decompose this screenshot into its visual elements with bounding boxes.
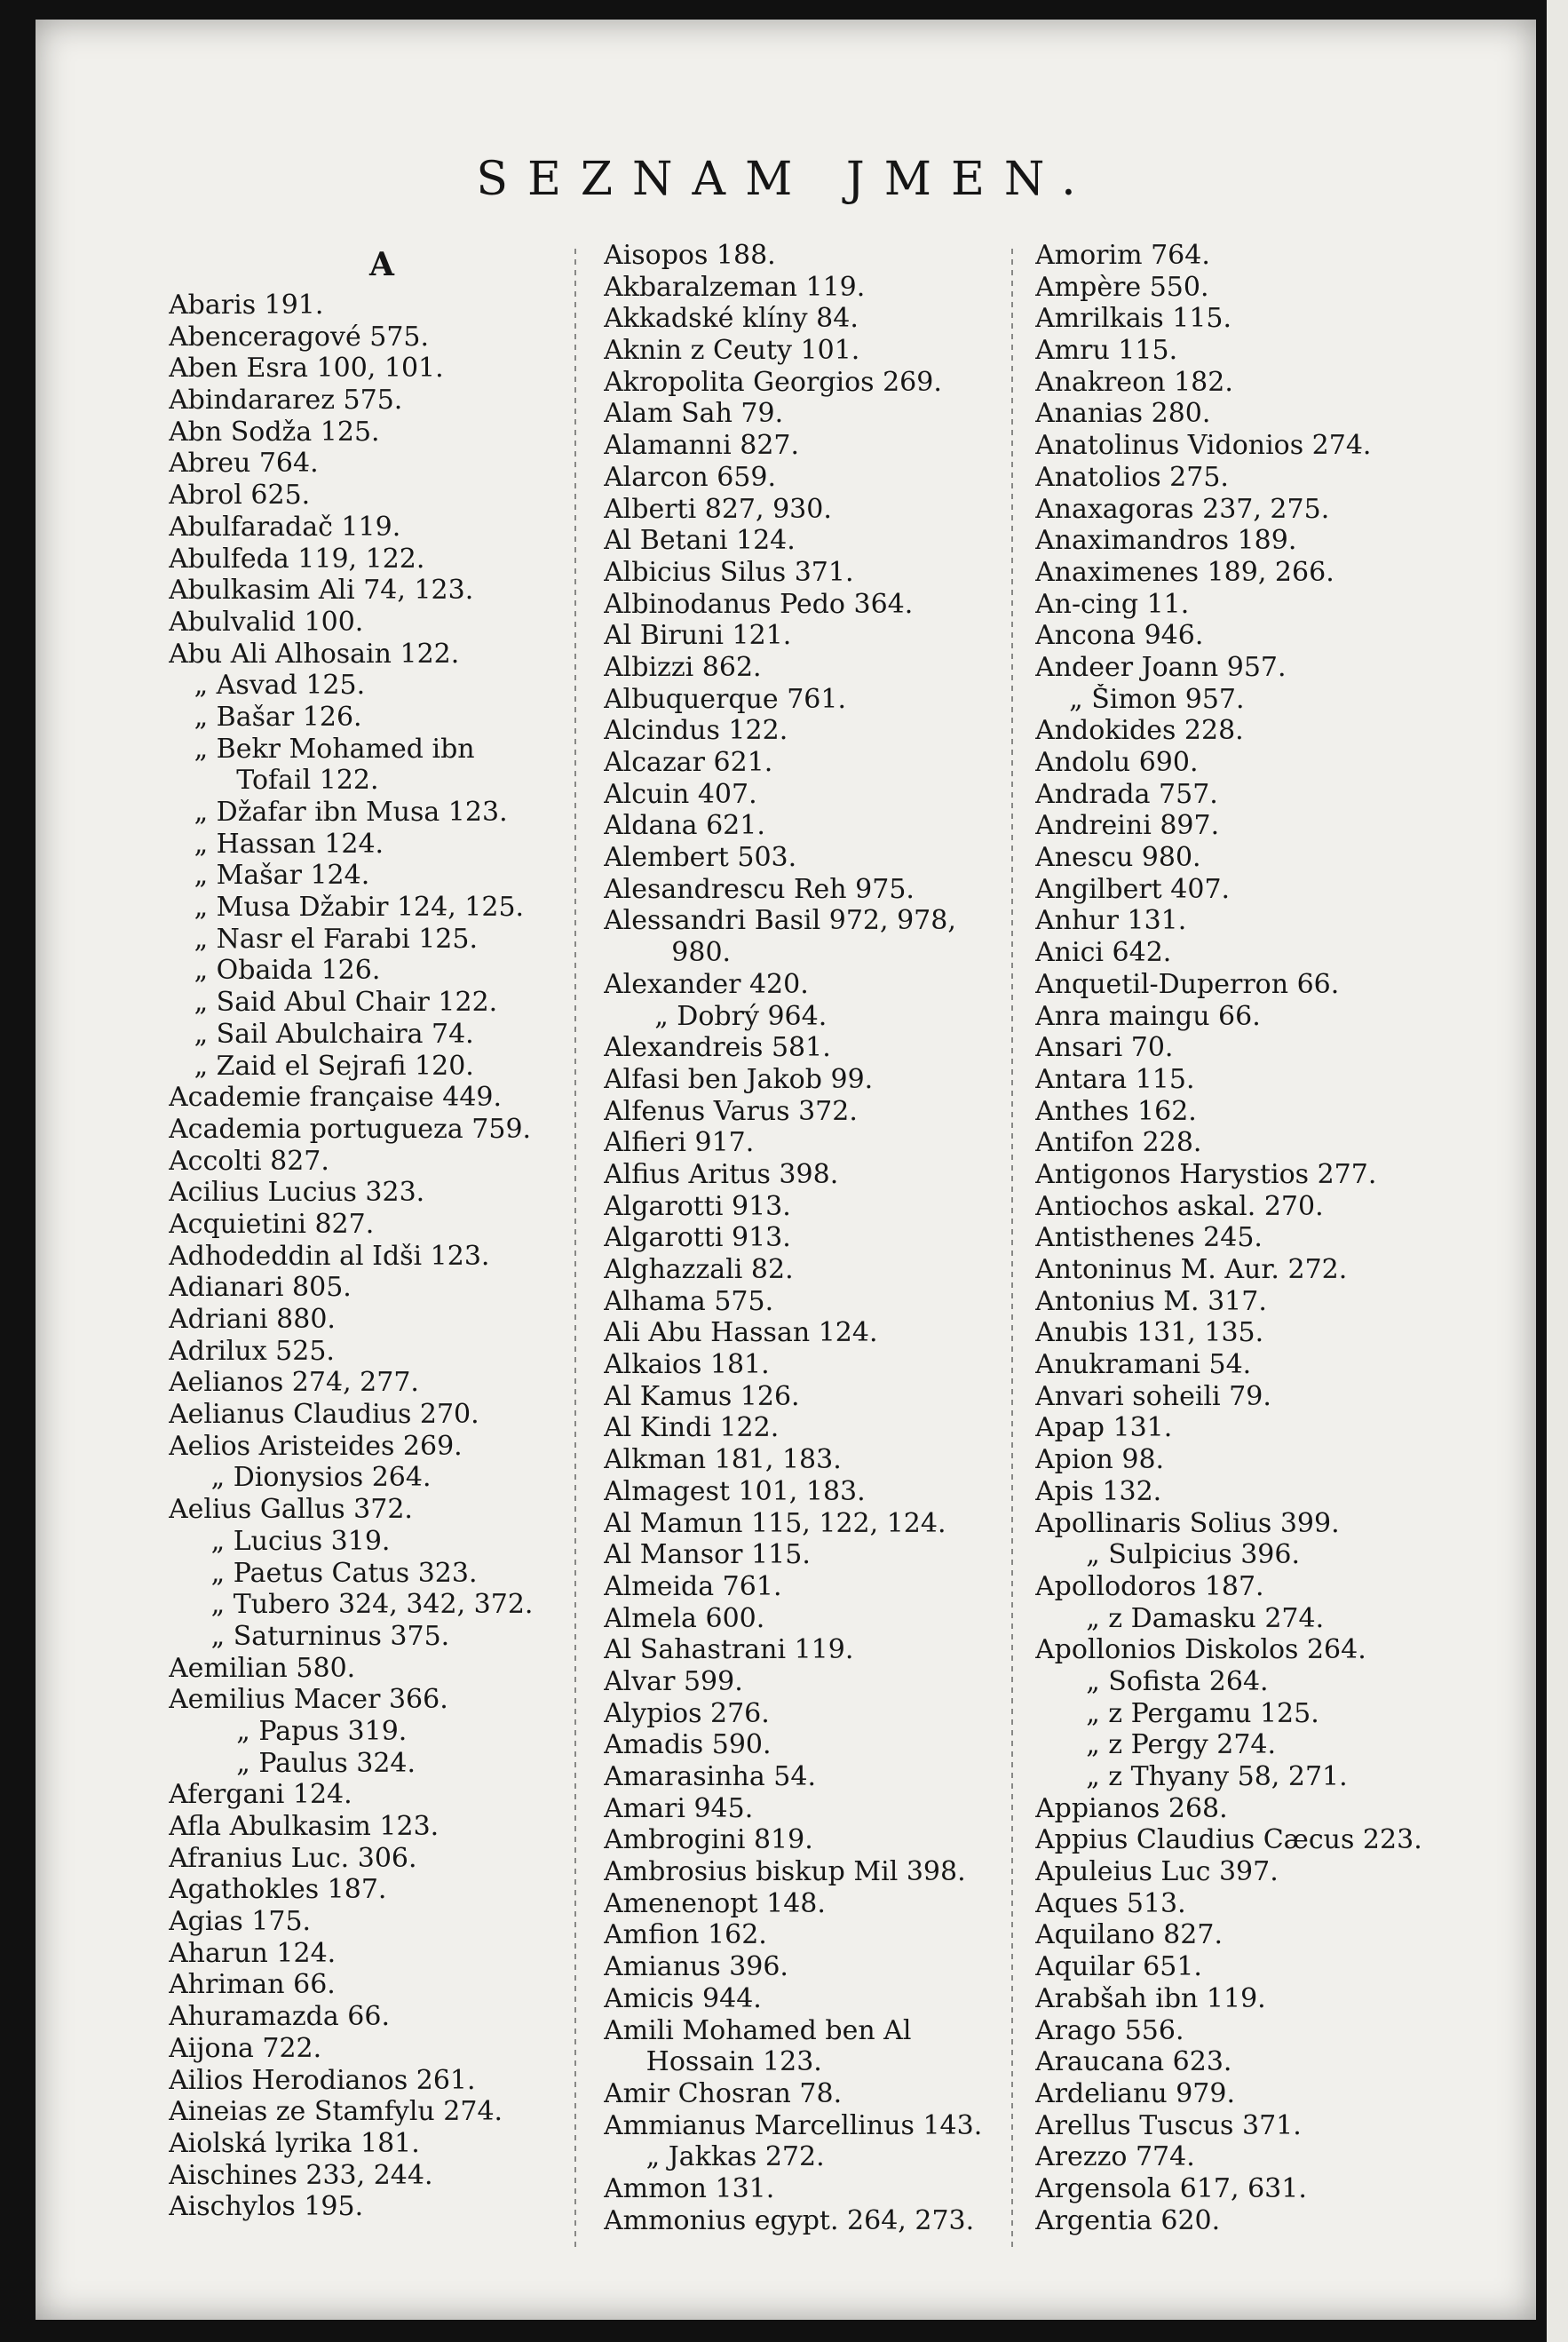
index-entry: „ Lucius 319.	[169, 1525, 391, 1557]
index-entry: Antigonos Harystios 277.	[1035, 1158, 1377, 1190]
index-entry: Anaximandros 189.	[1035, 525, 1297, 557]
index-entry: „ Tubero 324, 342, 372.	[169, 1589, 534, 1621]
index-entry: „ Nasr el Farabi 125.	[169, 923, 479, 955]
index-entry: „ Mašar 124.	[169, 860, 370, 892]
index-entry: Alypios 276.	[604, 1697, 770, 1729]
index-entry: Amadis 590.	[604, 1729, 772, 1761]
index-entry: Abaris 191.	[169, 290, 324, 321]
index-entry: Aldana 621.	[604, 810, 765, 842]
index-entry: Aelius Gallus 372.	[169, 1494, 413, 1526]
index-entry: Amari 945.	[604, 1792, 754, 1824]
index-entry: Alvar 599.	[604, 1665, 743, 1697]
index-entry: Amianus 396.	[604, 1951, 788, 1983]
index-entry: Amrilkais 115.	[1035, 303, 1232, 335]
index-entry: Anatolinus Vidonios 274.	[1035, 430, 1372, 462]
index-entry: Arezzo 774.	[1035, 2141, 1195, 2173]
index-entry: Anescu 980.	[1035, 842, 1201, 874]
index-entry: Hossain 123.	[604, 2046, 822, 2078]
index-entry: Albuquerque 761.	[604, 683, 847, 715]
index-entry: Anubis 131, 135.	[1035, 1317, 1264, 1349]
index-entry: Ambrosius biskup Mil 398.	[604, 1856, 966, 1888]
index-entry: „ Hassan 124.	[169, 828, 384, 860]
index-entry: Amicis 944.	[604, 1982, 762, 2014]
index-entry: Argentia 620.	[1035, 2204, 1221, 2236]
index-entry: Aquilar 651.	[1035, 1951, 1202, 1983]
index-entry: „ Paulus 324.	[169, 1747, 416, 1779]
index-entry: Appius Claudius Cæcus 223.	[1035, 1824, 1422, 1856]
book-page	[36, 20, 1536, 2320]
index-entry: Agathokles 187.	[169, 1874, 387, 1906]
index-entry: Acilius Lucius 323.	[169, 1177, 425, 1209]
index-entry: Amru 115.	[1035, 335, 1178, 367]
index-entry: Albicius Silus 371.	[604, 556, 854, 588]
index-entry: Abenceragové 575.	[169, 321, 430, 353]
index-entry: Alfenus Varus 372.	[604, 1095, 858, 1127]
index-entry: Aelianus Claudius 270.	[169, 1399, 479, 1431]
index-entry: Ambrogini 819.	[604, 1824, 813, 1856]
index-entry: Antifon 228.	[1035, 1127, 1202, 1159]
index-entry: Almagest 101, 183.	[604, 1475, 866, 1507]
index-entry: Algarotti 913.	[604, 1190, 791, 1222]
index-entry: Albinodanus Pedo 364.	[604, 588, 914, 620]
index-entry: Amili Mohamed ben Al	[604, 2014, 912, 2046]
index-entry: Anra maingu 66.	[1035, 1000, 1261, 1032]
index-entry: Anthes 162.	[1035, 1095, 1197, 1127]
index-entry: Aisopos 188.	[604, 240, 776, 271]
index-entry: „ Obaida 126.	[169, 955, 381, 987]
index-entry: Al Sahastrani 119.	[604, 1634, 854, 1666]
index-entry: Amir Chosran 78.	[604, 2077, 843, 2109]
index-entry: Aemilian 580.	[169, 1652, 356, 1684]
index-entry: Alcindus 122.	[604, 715, 788, 747]
index-entry: Amarasinha 54.	[604, 1761, 816, 1792]
index-entry: Aharun 124.	[169, 1937, 337, 1969]
index-entry: Ailios Herodianos 261.	[169, 2064, 476, 2096]
index-entry: Ali Abu Hassan 124.	[604, 1317, 878, 1349]
index-entry: Academia portugueza 759.	[169, 1113, 532, 1145]
index-entry: Albizzi 862.	[604, 651, 762, 683]
index-entry: „ Sail Abulchaira 74.	[169, 1018, 474, 1050]
index-entry: „ z Thyany 58, 271.	[1035, 1761, 1348, 1792]
index-entry: „ z Pergamu 125.	[1035, 1697, 1319, 1729]
index-entry: Aelianos 274, 277.	[169, 1367, 419, 1399]
index-column-3	[1035, 240, 1497, 2236]
index-entry: Apollodoros 187.	[1035, 1570, 1264, 1602]
index-entry: Andeer Joann 957.	[1035, 651, 1287, 683]
index-entry: Adrilux 525.	[169, 1335, 335, 1367]
index-entry: Al Kindi 122.	[604, 1412, 780, 1444]
index-entry: Arellus Tuscus 371.	[1035, 2109, 1302, 2141]
index-entry: Abulvalid 100.	[169, 606, 364, 638]
index-entry: Alberti 827, 930.	[604, 493, 832, 525]
index-entry: „ z Pergy 274.	[1035, 1729, 1277, 1761]
index-entry: „ Jakkas 272.	[604, 2141, 825, 2173]
index-entry: „ Said Abul Chair 122.	[169, 987, 498, 1019]
index-entry: 980.	[604, 937, 732, 969]
index-entry: Adhodeddin al Idši 123.	[169, 1240, 490, 1272]
index-entry: Abu Ali Alhosain 122.	[169, 638, 460, 670]
index-entry: Ammon 131.	[604, 2172, 775, 2204]
index-entry: „ Papus 319.	[169, 1715, 408, 1747]
index-entry: Aelios Aristeides 269.	[169, 1430, 463, 1462]
index-entry: Afranius Luc. 306.	[169, 1842, 417, 1874]
index-entry: „ Dobrý 964.	[604, 1000, 828, 1032]
index-entry: Alkman 181, 183.	[604, 1444, 842, 1476]
index-entry: Anatolios 275.	[1035, 461, 1229, 493]
index-entry: Abulfaradač 119.	[169, 511, 401, 543]
index-entry: „ Zaid el Sejrafi 120.	[169, 1050, 474, 1082]
index-entry: Anici 642.	[1035, 937, 1172, 969]
index-entry: Algarotti 913.	[604, 1222, 791, 1254]
index-entry: Alhama 575.	[604, 1285, 774, 1317]
index-column-1	[169, 240, 595, 2223]
index-entry: Aiolská lyrika 181.	[169, 2127, 420, 2159]
index-entry: Alfius Aritus 398.	[604, 1158, 839, 1190]
index-entry: Alamanni 827.	[604, 430, 800, 462]
index-entry: „ Musa Džabir 124, 125.	[169, 892, 525, 924]
index-entry: Abulkasim Ali 74, 123.	[169, 575, 474, 607]
index-entry: Ahuramazda 66.	[169, 2001, 391, 2033]
index-entry: „ Sofista 264.	[1035, 1665, 1269, 1697]
index-entry: Ansari 70.	[1035, 1032, 1174, 1064]
index-entry: Alexander 420.	[604, 968, 809, 1000]
index-entry: Anaxagoras 237, 275.	[1035, 493, 1330, 525]
index-entry: Al Biruni 121.	[604, 620, 792, 652]
index-entry: Akkadské klíny 84.	[604, 303, 859, 335]
index-entry: Alkaios 181.	[604, 1349, 770, 1381]
index-entry: Apion 98.	[1035, 1444, 1165, 1476]
index-entry: Argensola 617, 631.	[1035, 2172, 1307, 2204]
index-entry: Aineias ze Stamfylu 274.	[169, 2096, 503, 2128]
index-entry: An-cing 11.	[1035, 588, 1190, 620]
index-entry: Ahriman 66.	[169, 1969, 336, 2001]
index-entry: „ Bekr Mohamed ibn	[169, 733, 475, 765]
index-entry: Alessandri Basil 972, 978,	[604, 905, 956, 937]
index-entry: Andreini 897.	[1035, 810, 1220, 842]
index-entry: Abn Sodža 125.	[169, 416, 380, 448]
index-entry: Antiochos askal. 270.	[1035, 1190, 1324, 1222]
index-entry: „ Džafar ibn Musa 123.	[169, 797, 508, 828]
section-letter: A	[369, 246, 394, 283]
index-entry: Acquietini 827.	[169, 1208, 375, 1240]
index-entry: Apap 131.	[1035, 1412, 1173, 1444]
index-entry: Ammianus Marcellinus 143.	[604, 2109, 983, 2141]
index-entry: Aemilius Macer 366.	[169, 1684, 448, 1716]
index-entry: Alfasi ben Jakob 99.	[604, 1063, 874, 1095]
page-edge	[1547, 0, 1568, 2342]
index-entry: Almeida 761.	[604, 1570, 782, 1602]
index-entry: Aquilano 827.	[1035, 1919, 1223, 1951]
index-entry: Ananias 280.	[1035, 398, 1211, 430]
index-entry: Apis 132.	[1035, 1475, 1162, 1507]
index-entry: Aijona 722.	[169, 2032, 322, 2064]
index-entry: Araucana 623.	[1035, 2046, 1232, 2078]
index-entry: Anukramani 54.	[1035, 1349, 1252, 1381]
index-entry: Tofail 122.	[169, 765, 379, 797]
index-entry: Agias 175.	[169, 1906, 312, 1938]
index-entry: „ Asvad 125.	[169, 670, 366, 702]
index-entry: Al Mansor 115.	[604, 1539, 811, 1571]
index-entry: Almela 600.	[604, 1602, 765, 1634]
index-entry: Apollonios Diskolos 264.	[1035, 1634, 1366, 1666]
index-entry: Amenenopt 148.	[604, 1887, 826, 1919]
index-entry: Alcuin 407.	[604, 778, 757, 810]
index-entry: Anvari soheili 79.	[1035, 1380, 1271, 1412]
index-entry: „ Bašar 126.	[169, 701, 362, 733]
index-entry: Antoninus M. Aur. 272.	[1035, 1254, 1348, 1285]
index-entry: Abrol 625.	[169, 480, 311, 512]
index-entry: Alcazar 621.	[604, 747, 773, 778]
index-entry: Afla Abulkasim 123.	[169, 1811, 440, 1842]
index-entry: Antara 115.	[1035, 1063, 1195, 1095]
index-entry: Arago 556.	[1035, 2014, 1184, 2046]
index-entry: Ammonius egypt. 264, 273.	[604, 2204, 975, 2236]
index-entry: Afergani 124.	[169, 1779, 352, 1811]
index-entry: „ Dionysios 264.	[169, 1462, 432, 1494]
index-entry: Aben Esra 100, 101.	[169, 353, 444, 385]
index-entry: Al Mamun 115, 122, 124.	[604, 1507, 946, 1539]
index-column-2	[604, 240, 1021, 2236]
index-entry: Anaximenes 189, 266.	[1035, 556, 1334, 588]
index-entry: Akropolita Georgios 269.	[604, 366, 942, 398]
index-entry: Akbaralzeman 119.	[604, 271, 866, 303]
index-entry: Al Betani 124.	[604, 525, 796, 557]
index-entry: Anhur 131.	[1035, 905, 1187, 937]
index-entry: Amfion 162.	[604, 1919, 767, 1951]
index-entry: Ampère 550.	[1035, 271, 1209, 303]
index-entry: Aischines 233, 244.	[169, 2159, 433, 2191]
index-entry: Alembert 503.	[604, 842, 797, 874]
index-entry: Alam Sah 79.	[604, 398, 784, 430]
index-entry: Amorim 764.	[1035, 240, 1210, 271]
index-entry: Alarcon 659.	[604, 461, 777, 493]
index-entry: Alghazzali 82.	[604, 1254, 794, 1285]
index-entry: Alexandreis 581.	[604, 1032, 831, 1064]
index-entry: Anakreon 182.	[1035, 366, 1233, 398]
index-entry: Andokides 228.	[1035, 715, 1244, 747]
index-entry: Abreu 764.	[169, 448, 319, 480]
index-entry: Alesandrescu Reh 975.	[604, 873, 915, 905]
index-entry: „ Paetus Catus 323.	[169, 1557, 478, 1589]
index-entry: „ Šimon 957.	[1035, 683, 1245, 715]
index-entry: Aischylos 195.	[169, 2191, 364, 2223]
index-entry: Apollinaris Solius 399.	[1035, 1507, 1340, 1539]
index-entry: Abindararez 575.	[169, 385, 403, 417]
index-entry: Accolti 827.	[169, 1145, 329, 1177]
index-entry: „ z Damasku 274.	[1035, 1602, 1325, 1634]
index-entry: „ Sulpicius 396.	[1035, 1539, 1301, 1571]
index-entry: Aknin z Ceuty 101.	[604, 335, 860, 367]
index-entry: Al Kamus 126.	[604, 1380, 800, 1412]
index-entry: Andrada 757.	[1035, 778, 1218, 810]
index-entry: Alfieri 917.	[604, 1127, 755, 1159]
index-entry: Abulfeda 119, 122.	[169, 543, 425, 575]
index-entry: Adriani 880.	[169, 1304, 336, 1335]
index-entry: Antonius M. 317.	[1035, 1285, 1267, 1317]
index-entry: Andolu 690.	[1035, 747, 1199, 778]
index-entry: Anquetil-Duperron 66.	[1035, 968, 1340, 1000]
page-title: SEZNAM JMEN.	[476, 153, 1096, 206]
index-entry: Aques 513.	[1035, 1887, 1186, 1919]
index-entry: Appianos 268.	[1035, 1792, 1228, 1824]
index-entry: Angilbert 407.	[1035, 873, 1231, 905]
index-entry: „ Saturninus 375.	[169, 1620, 450, 1652]
index-entry: Academie française 449.	[169, 1082, 503, 1114]
index-entry: Antisthenes 245.	[1035, 1222, 1263, 1254]
index-entry: Ardelianu 979.	[1035, 2077, 1236, 2109]
index-entry: Ancona 946.	[1035, 620, 1204, 652]
index-entry: Apuleius Luc 397.	[1035, 1856, 1279, 1888]
index-entry: Arabšah ibn 119.	[1035, 1982, 1266, 2014]
index-entry: Adianari 805.	[169, 1272, 352, 1304]
